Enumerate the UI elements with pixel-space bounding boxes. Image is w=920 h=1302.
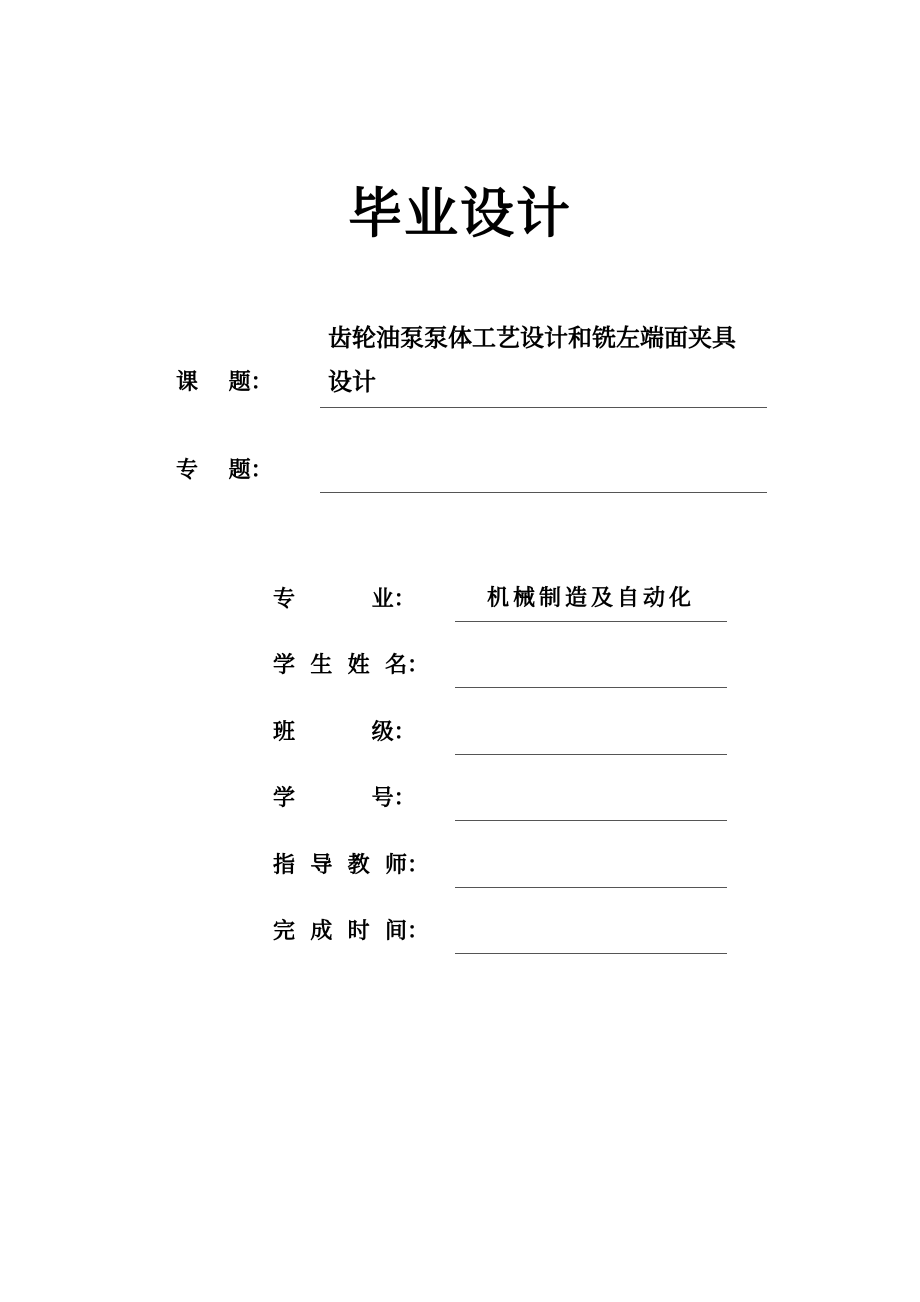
advisor-underline bbox=[455, 887, 727, 888]
topic-value bbox=[328, 316, 768, 404]
class-label: 班 级： bbox=[273, 720, 416, 745]
student-id-underline bbox=[455, 820, 727, 821]
advisor-label: 指 导 教 师： bbox=[273, 853, 429, 878]
topic-label: 课 题： bbox=[176, 370, 273, 395]
topic-value-line2: 设计 bbox=[328, 368, 376, 396]
special-topic-underline bbox=[320, 492, 767, 493]
student-id-label: 学 号： bbox=[273, 786, 416, 811]
completion-time-label: 完 成 时 间： bbox=[273, 919, 429, 944]
special-topic-label: 专 题： bbox=[176, 458, 273, 483]
student-name-underline bbox=[455, 687, 727, 688]
topic-value-line1: 齿轮油泵泵体工艺设计和铣左端面夹具 bbox=[328, 324, 736, 352]
major-label: 专 业： bbox=[273, 587, 416, 612]
completion-time-underline bbox=[455, 953, 727, 954]
class-underline bbox=[455, 754, 727, 755]
topic-underline bbox=[320, 407, 767, 408]
document-title: 毕业设计 bbox=[348, 182, 572, 245]
student-name-label: 学 生 姓 名： bbox=[273, 653, 429, 678]
major-underline bbox=[455, 621, 727, 622]
major-value: 机械制造及自动化 bbox=[486, 586, 695, 611]
